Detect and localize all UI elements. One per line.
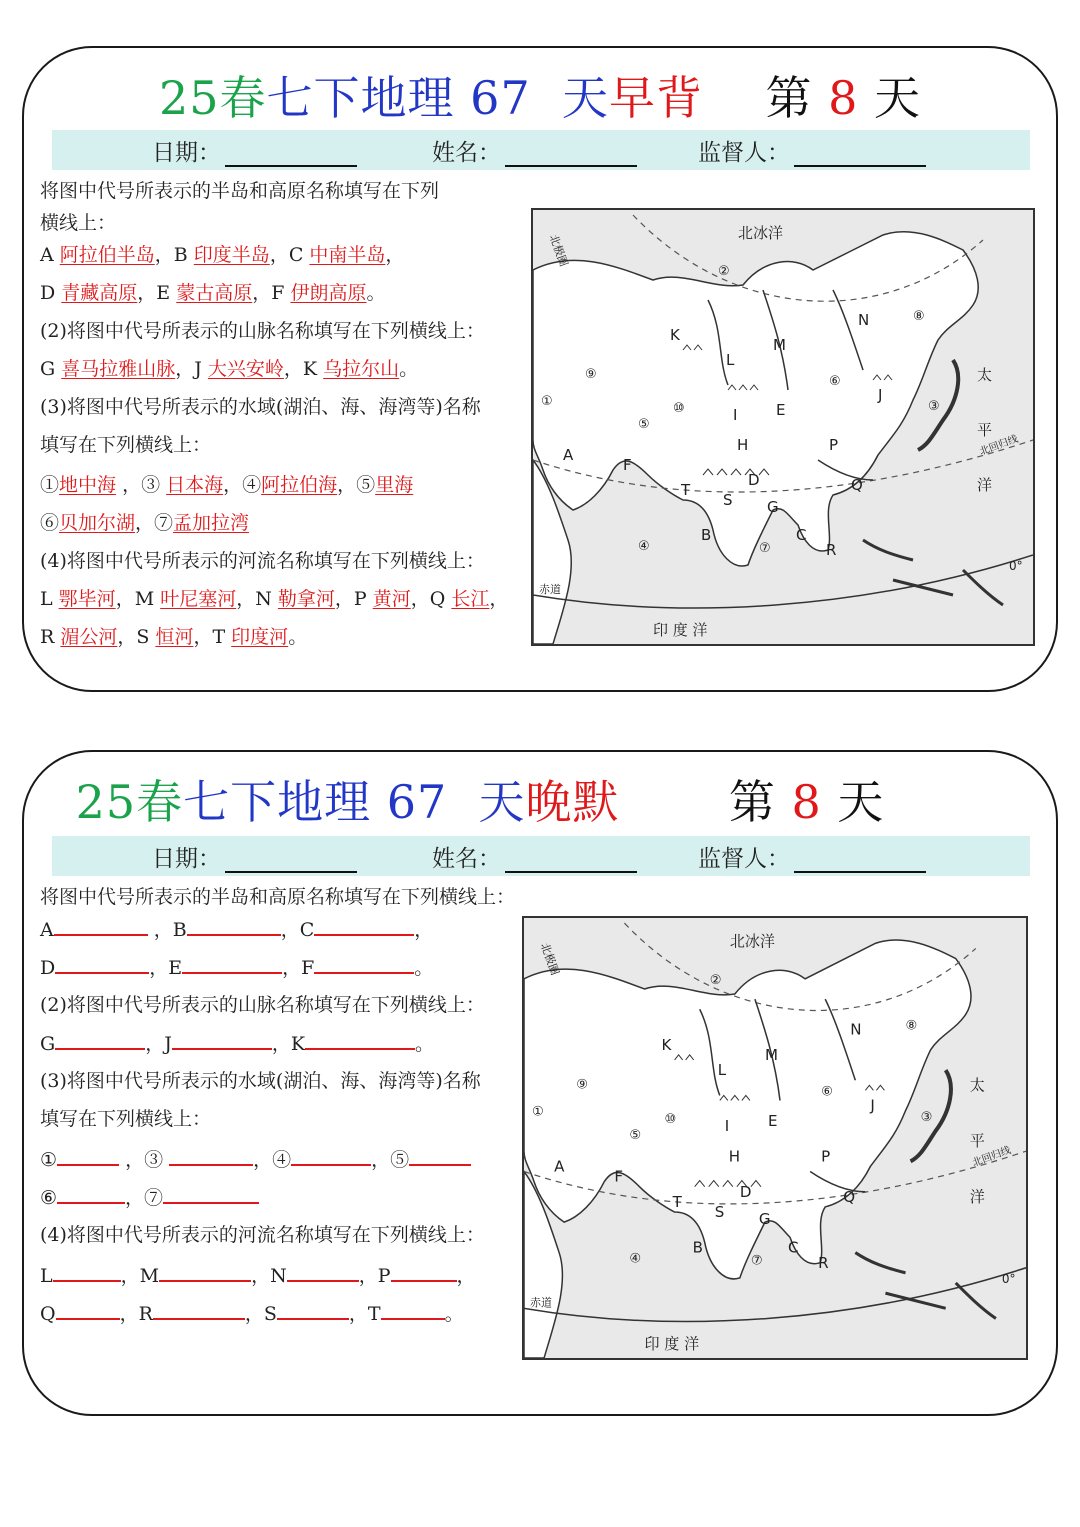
islands-shape [863,540,1003,605]
map-letter-B: B [692,1238,704,1257]
map-number: ② [709,972,722,988]
map-number: ⑦ [750,1253,763,1269]
evening-title: 25春七下地理 67 天晚默 第 8 天 [75,775,885,829]
label-pacific-3: 洋 [969,1187,985,1206]
blank-row-rivers-2: Q ，R ，S ，T 。 [40,1298,464,1326]
supervisor-field[interactable]: 监督人： [698,134,926,167]
map-letter-N: N [858,311,870,329]
name-field[interactable]: 姓名： [432,840,637,873]
map-number: ④ [629,1251,642,1267]
answer-row-gjk: G 喜马拉雅山脉，J 大兴安岭，K 乌拉尔山。 [40,358,419,380]
label-tropic: 北回归线 [978,433,1020,458]
blank-row-def: D ，E ，F 。 [40,952,433,980]
blank-7[interactable] [163,1182,259,1204]
evening-info-bar [52,836,1030,876]
blank-row-waters-1: ① ，③ ，④ ，⑤ [40,1144,471,1172]
map-svg [533,210,1033,644]
asia-map [531,208,1035,646]
q3-title: (3)将图中代号所表示的水域(湖泊、海、海湾等)名称 [40,396,481,418]
map-letter-K: K [670,326,680,344]
blank-M[interactable] [159,1260,251,1282]
blank-S[interactable] [277,1298,349,1320]
map-number: ① [532,1104,544,1120]
map-letter-J: J [878,386,883,404]
q1-title: 将图中代号所表示的半岛和高原名称填写在下列 [40,180,440,202]
morning-info-bar [52,130,1030,170]
map-svg [524,918,1026,1358]
label-arctic-circle: 北极圈 [537,941,562,978]
label-pacific-2: 平 [977,421,993,439]
map-letter-G: G [758,1210,771,1229]
map-letter-C: C [788,1238,799,1257]
map-letter-Q: Q [843,1187,856,1206]
answer-row-rivers-2: R 湄公河，S 恒河，T 印度河。 [40,626,308,648]
q2-title: (2)将图中代号所表示的山脉名称填写在下列横线上： [40,320,485,342]
blank-3[interactable] [169,1144,253,1166]
map-letter-Q: Q [851,476,863,494]
q3-title-cont: 填写在下列横线上： [40,434,212,456]
blank-K[interactable] [305,1028,415,1050]
map-number: ③ [928,399,940,414]
q3-title: (3)将图中代号所表示的水域(湖泊、海、海湾等)名称 [40,1070,481,1092]
map-number: ① [541,394,553,409]
map-letter-N: N [850,1020,862,1039]
blank-row-waters-2: ⑥ ，⑦ [40,1182,259,1210]
islands-shape [855,1253,996,1319]
name-field[interactable]: 姓名： [432,134,637,167]
answer-row-def: D 青藏高原，E 蒙古高原，F 伊朗高原。 [40,282,386,304]
q1-title: 将图中代号所表示的半岛和高原名称填写在下列横线上： [40,886,516,908]
map-number: ⑩ [664,1111,677,1127]
map-letter-F: F [623,456,632,474]
map-number: ③ [920,1109,933,1125]
map-letter-I: I [733,406,738,424]
map-letter-L: L [726,351,735,369]
q3-title-cont: 填写在下列横线上： [40,1108,212,1130]
map-letter-D: D [739,1182,752,1201]
map-letter-M: M [773,336,786,354]
asia-map [522,916,1028,1360]
equator-line [533,555,1033,608]
blank-G[interactable] [55,1028,145,1050]
q4-title: (4)将图中代号所表示的河流名称填写在下列横线上： [40,550,485,572]
blank-D[interactable] [55,952,149,974]
label-arctic-ocean: 北冰洋 [738,224,784,242]
label-equator: 赤道 [530,1296,553,1310]
answer-row-rivers-1: L 鄂毕河，M 叶尼塞河，N 勒拿河，P 黄河，Q 长江， [40,588,509,610]
map-letter-A: A [563,446,574,464]
map-number: ⑥ [821,1084,833,1100]
evening-card [22,750,1058,1416]
map-letter-K: K [661,1035,672,1054]
map-letter-C: C [796,526,807,544]
blank-row-abc: A ，B ，C ， [40,914,433,942]
continent-shape [524,940,971,1279]
blank-5[interactable] [409,1144,471,1166]
map-letter-R: R [826,541,837,559]
map-letter-H: H [728,1147,741,1166]
map-letter-M: M [764,1045,778,1064]
blank-row-rivers-1: L ，M ，N ，P ， [40,1260,476,1288]
q2-title: (2)将图中代号所表示的山脉名称填写在下列横线上： [40,994,485,1016]
map-letter-I: I [724,1116,730,1135]
blank-A[interactable] [54,914,148,936]
date-field[interactable]: 日期： [152,134,357,167]
map-letter-P: P [821,1147,831,1166]
blank-N[interactable] [287,1260,359,1282]
answer-row-abc: A 阿拉伯半岛，B 印度半岛，C 中南半岛， [40,244,405,266]
map-number: ⑨ [585,367,597,382]
map-number: ⑩ [673,401,685,416]
equator-line [524,1268,1026,1322]
map-letter-E: E [767,1111,778,1130]
map-letter-A: A [554,1157,565,1176]
map-letter-H: H [737,436,749,454]
map-letter-R: R [818,1253,829,1272]
map-letter-E: E [776,401,786,419]
map-letter-D: D [748,471,760,489]
map-number: ⑧ [913,309,925,324]
answer-row-waters-2: ⑥贝加尔湖，⑦孟加拉湾 [40,512,250,534]
blank-4[interactable] [291,1144,371,1166]
date-field[interactable]: 日期： [152,840,357,873]
blank-C[interactable] [314,914,414,936]
map-number: ⑥ [829,374,841,389]
map-number: ⑧ [905,1018,918,1034]
morning-title: 25春七下地理 67 天早背 第 8 天 [159,71,921,125]
map-letter-S: S [723,491,733,509]
blank-P[interactable] [391,1260,457,1282]
q4-title: (4)将图中代号所表示的河流名称填写在下列横线上： [40,1224,485,1246]
map-letter-F: F [614,1167,624,1186]
blank-R[interactable] [153,1298,245,1320]
answer-row-waters-1: ①地中海 ，③ 日本海，④阿拉伯海，⑤里海 [40,474,414,496]
map-letter-J: J [870,1096,875,1115]
blank-E[interactable] [182,952,282,974]
label-zero-deg: 0° [1009,559,1023,573]
supervisor-field[interactable]: 监督人： [698,840,926,873]
map-letter-T: T [681,481,691,499]
blank-B[interactable] [187,914,281,936]
label-indian-ocean: 印 度 洋 [644,1334,700,1353]
map-number: ② [718,264,730,279]
morning-card [22,46,1058,692]
label-pacific-2: 平 [969,1132,985,1151]
blank-F[interactable] [314,952,414,974]
map-letter-S: S [714,1203,725,1222]
label-pacific-3: 洋 [977,476,993,494]
map-letter-G: G [767,498,779,516]
label-arctic-circle: 北极圈 [546,232,571,269]
blank-6[interactable] [57,1182,125,1204]
continent-shape [533,232,978,566]
label-pacific-1: 太 [977,366,993,384]
map-number: ⑦ [759,541,771,556]
map-number: ⑤ [638,417,650,432]
map-letter-P: P [829,436,839,454]
map-number: ⑤ [629,1127,642,1144]
label-zero-deg: 0° [1001,1271,1016,1286]
map-number: ⑨ [576,1077,588,1093]
blank-T[interactable] [381,1298,445,1320]
blank-J[interactable] [172,1028,272,1050]
label-tropic: 北回归线 [971,1144,1013,1170]
blank-row-gjk: G ，J ，K 。 [40,1028,434,1056]
blank-1[interactable] [57,1144,119,1166]
map-letter-T: T [672,1192,682,1211]
label-equator: 赤道 [539,583,561,596]
label-indian-ocean: 印 度 洋 [653,621,708,639]
q1-title-cont: 横线上： [40,212,117,234]
label-arctic-ocean: 北冰洋 [729,932,775,951]
blank-L[interactable] [53,1260,121,1282]
blank-Q[interactable] [56,1298,120,1320]
map-letter-B: B [701,526,712,544]
map-letter-L: L [717,1061,727,1080]
label-pacific-1: 太 [969,1076,985,1095]
map-number: ④ [638,539,650,554]
